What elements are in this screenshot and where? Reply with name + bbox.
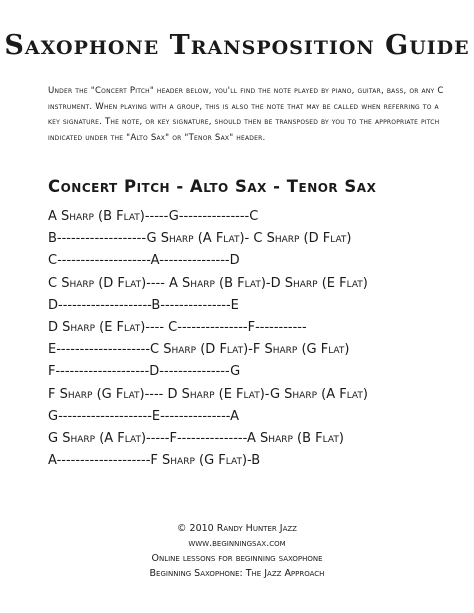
website-link[interactable]: www.beginningsax.com — [188, 538, 286, 549]
transposition-row: C--------------------A---------------D — [48, 253, 240, 269]
transposition-row: G--------------------E---------------A — [48, 408, 240, 424]
transposition-row: A--------------------F Sharp (G Flat)-B — [48, 453, 261, 469]
footer-line-lessons: Online lessons for beginning saxophone — [151, 553, 323, 564]
transposition-row: D Sharp (E Flat)---- C---------------F----------- — [48, 319, 307, 335]
transposition-row: G Sharp (A Flat)-----F---------------A Sharp (B Flat) — [48, 430, 344, 446]
footer-line-book: Beginning Saxophone: The Jazz Approach — [149, 568, 325, 579]
transposition-row: D--------------------B---------------E — [48, 297, 239, 313]
intro-paragraph: Under the "Concert Pitch" header below, you'll find the note played by piano, guitar, bass, or any C instrument. When playing with a group, this is also the note that may be called when referring to a key signature. The note, or key signature, should then be transposed by you to the appropriate pitch indicated under the "Alto Sax" or "Tenor Sax" header. — [48, 86, 444, 143]
transposition-row: A Sharp (B Flat)-----G---------------C — [48, 209, 259, 224]
transposition-row: F Sharp (G Flat)---- D Sharp (E Flat)-G Sharp (A Flat) — [48, 386, 368, 402]
transposition-row: F--------------------D---------------G — [48, 364, 241, 380]
transposition-row: C Sharp (D Flat)---- A Sharp (B Flat)-D Sharp (E Flat) — [48, 275, 368, 291]
column-header: Concert Pitch - Alto Sax - Tenor Sax — [48, 177, 377, 196]
transposition-table — [48, 206, 468, 472]
page-title: Saxophone Transposition Guide — [4, 30, 470, 61]
transposition-row: B-------------------G Sharp (A Flat)- C Sharp (D Flat) — [48, 231, 352, 247]
copyright-text: © 2010 Randy Hunter Jazz — [177, 523, 297, 534]
transposition-row: E--------------------C Sharp (D Flat)-F Sharp (G Flat) — [48, 342, 350, 358]
footer — [0, 521, 474, 581]
